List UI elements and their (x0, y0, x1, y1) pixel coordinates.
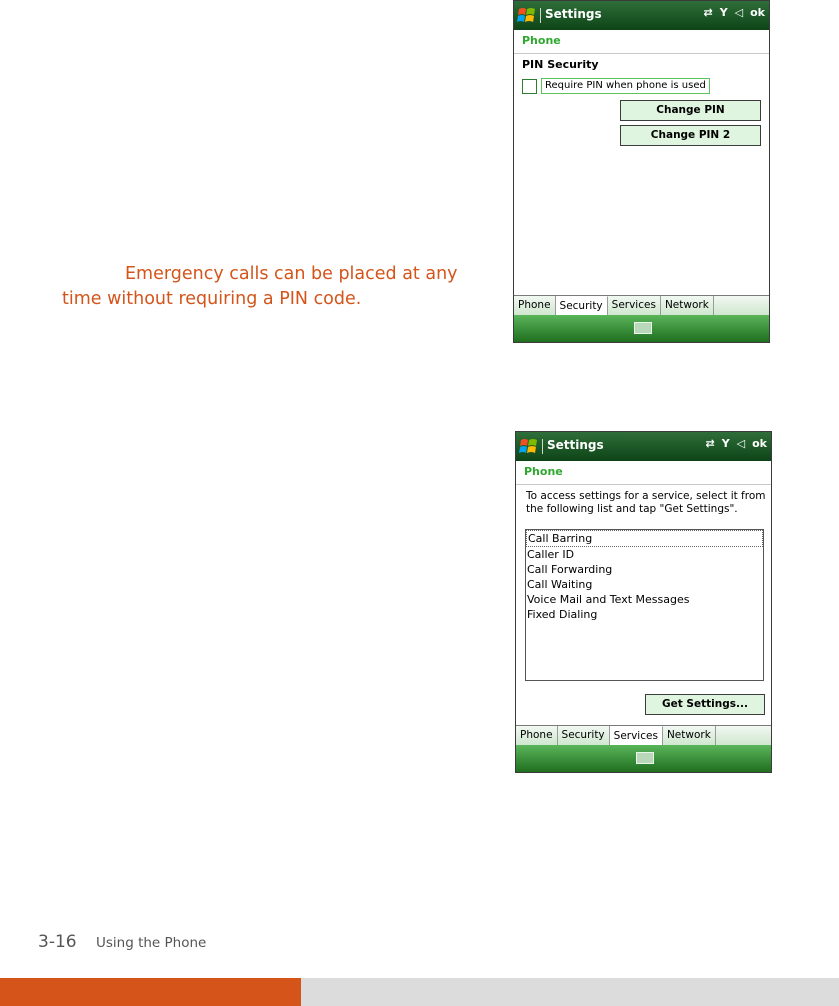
volume-muted-icon[interactable]: ◁ (736, 437, 746, 450)
note-line-1: Emergency calls can be placed at any (125, 264, 458, 284)
tab-bar (516, 725, 771, 745)
services-instructions: To access settings for a service, select it from the following list and tap "Get Settings". (526, 490, 766, 515)
connectivity-icon[interactable]: ⇄ (705, 437, 715, 450)
require-pin-row[interactable] (522, 78, 710, 94)
volume-muted-icon[interactable]: ◁ (734, 6, 744, 19)
app-name: Phone (522, 34, 561, 47)
tab-services[interactable]: Services (610, 726, 663, 745)
soft-key-bar (514, 315, 769, 342)
list-item[interactable]: Voice Mail and Text Messages (527, 593, 690, 606)
tab-phone[interactable]: Phone (514, 296, 556, 315)
footer-section-title: Using the Phone (96, 935, 207, 951)
page-number: 3-16 (38, 932, 77, 952)
keyboard-icon[interactable] (634, 322, 652, 334)
tab-network[interactable]: Network (663, 726, 716, 745)
keyboard-icon[interactable] (636, 752, 654, 764)
tab-security[interactable]: Security (556, 296, 608, 315)
footer-accent-bar (0, 978, 301, 1006)
tab-network[interactable]: Network (661, 296, 714, 315)
list-item[interactable]: Caller ID (527, 548, 575, 561)
phone-services-screen (515, 431, 772, 773)
get-settings-button[interactable]: Get Settings... (645, 694, 765, 715)
require-pin-checkbox[interactable] (522, 79, 537, 94)
windows-start-icon[interactable] (517, 6, 537, 25)
title-bar (516, 432, 771, 461)
header-divider (514, 53, 769, 54)
signal-antenna-icon[interactable]: Y (721, 437, 730, 450)
status-icons (703, 6, 765, 19)
status-icons (705, 437, 767, 450)
title-bar (514, 1, 769, 30)
require-pin-label[interactable]: Require PIN when phone is used (541, 78, 710, 94)
window-title: Settings (547, 438, 604, 452)
list-item[interactable]: Call Waiting (527, 578, 593, 591)
ok-button[interactable]: ok (752, 437, 767, 450)
section-title: PIN Security (522, 58, 599, 71)
services-list[interactable] (525, 529, 764, 681)
tab-phone[interactable]: Phone (516, 726, 558, 745)
emergency-note (62, 262, 482, 312)
connectivity-icon[interactable]: ⇄ (703, 6, 713, 19)
soft-key-bar (516, 745, 771, 772)
footer-gray-bar (301, 978, 839, 1006)
signal-antenna-icon[interactable]: Y (719, 6, 728, 19)
tab-security[interactable]: Security (558, 726, 610, 745)
phone-security-screen (513, 0, 770, 343)
header-divider (516, 484, 771, 485)
title-separator (540, 8, 541, 23)
note-line-2: time without requiring a PIN code. (62, 289, 362, 309)
ok-button[interactable]: ok (750, 6, 765, 19)
list-item[interactable]: Call Forwarding (527, 563, 613, 576)
windows-start-icon[interactable] (519, 437, 539, 456)
tab-bar (514, 295, 769, 315)
title-separator (542, 439, 543, 454)
list-item[interactable]: Fixed Dialing (527, 608, 598, 621)
change-pin-button[interactable]: Change PIN (620, 100, 761, 121)
window-title: Settings (545, 7, 602, 21)
app-name: Phone (524, 465, 563, 478)
list-item[interactable]: Call Barring (526, 530, 763, 547)
change-pin-2-button[interactable]: Change PIN 2 (620, 125, 761, 146)
tab-services[interactable]: Services (608, 296, 661, 315)
